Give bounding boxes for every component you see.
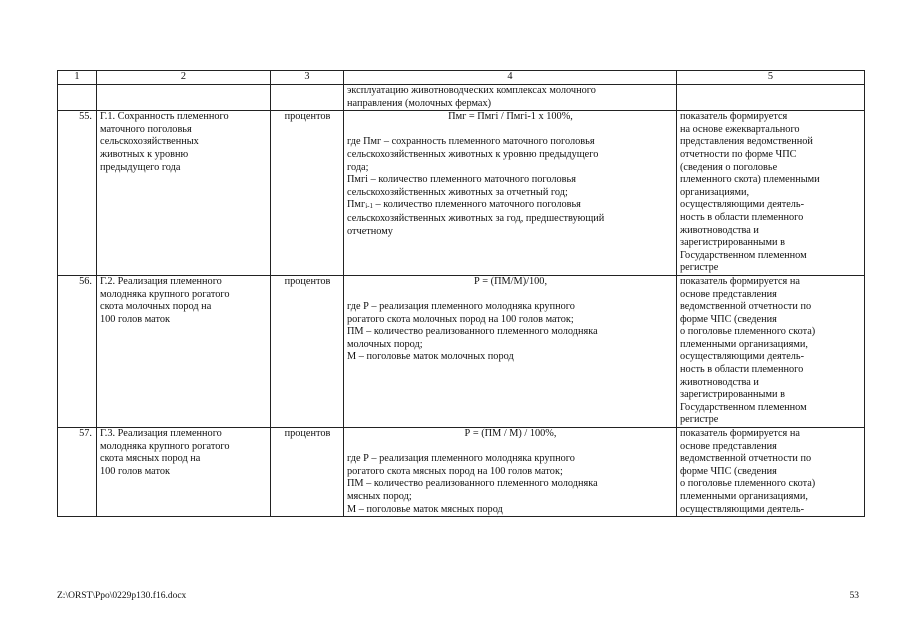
table-row xyxy=(58,428,865,517)
formula-legend-line: года; xyxy=(347,161,369,173)
continuation-cell-2 xyxy=(97,85,271,111)
data-source-line: ведомственной отчетности по xyxy=(680,453,812,465)
data-source-line: осуществляющими деятель- xyxy=(680,199,805,211)
data-source-line: Государственном племенном xyxy=(680,401,807,413)
data-source-line: регистре xyxy=(680,262,719,274)
variable-description: – количество племенного маточного поголовья xyxy=(372,199,581,211)
data-source-line: племенного скота) племенными xyxy=(680,174,820,186)
formula: Р = (ПМ / М) / 100%, xyxy=(464,428,557,440)
data-source xyxy=(677,111,865,276)
formula-legend-line: отчетному xyxy=(347,225,393,237)
unit-of-measure: процентов xyxy=(271,428,344,517)
continuation-line: эксплуатацию животноводческих комплексах молочного xyxy=(347,85,596,96)
indicator-name-line: скота молочных пород на xyxy=(100,301,212,313)
indicator-name-line: животных к уровню xyxy=(100,148,189,160)
continuation-description-cell xyxy=(344,85,677,111)
formula-legend-line: ПМ – количество реализованного племенного молодняка xyxy=(347,326,598,338)
indicator-name-line: 100 голов маток xyxy=(100,465,170,477)
continuation-line: направления (молочных фермах) xyxy=(347,97,492,109)
continuation-row xyxy=(58,85,865,111)
data-source-line: показатель формируется на xyxy=(680,275,800,287)
data-source-line: показатель формируется на xyxy=(680,428,800,440)
indicator-name-line: сельскохозяйственных xyxy=(100,136,199,148)
continuation-cell-1 xyxy=(58,85,97,111)
formula: Р = (ПМ/М)/100, xyxy=(473,275,548,287)
data-source-line: на основе ежеквартального xyxy=(680,123,800,135)
unit-of-measure: процентов xyxy=(271,275,344,427)
indicator-name-line: Г.2. Реализация племенного xyxy=(100,275,222,287)
variable-subscript: i-1 xyxy=(365,202,373,211)
column-number-4: 4 xyxy=(344,71,677,85)
formula-legend-line: мясных пород; xyxy=(347,491,412,502)
formula: Пмг = Пмгi / Пмгi-1 х 100%, xyxy=(448,111,573,123)
data-source-line: племенными организациями, xyxy=(680,338,808,350)
formula-legend-line: сельскохозяйственных животных за год, предшествующий xyxy=(347,212,605,224)
table-row xyxy=(58,111,865,276)
formula-legend-line: где Р – реализация племенного молодняка крупного xyxy=(347,453,575,465)
data-source-line: отчетности по форме ЧПС xyxy=(680,148,797,160)
data-source-line: (сведения о поголовье xyxy=(680,161,778,173)
footer-file-path: Z:\ORST\Ppo\0229p130.f16.docx xyxy=(57,591,187,601)
continuation-cell-3 xyxy=(271,85,344,111)
formula-legend-line: М – поголовье маток мясных пород xyxy=(347,503,503,515)
continuation-cell-5 xyxy=(677,85,865,111)
data-source xyxy=(677,275,865,427)
indicator-name-line: молодняка крупного рогатого xyxy=(100,288,230,300)
data-source-line: регистре xyxy=(680,414,719,426)
data-source-line: форме ЧПС (сведения xyxy=(680,313,777,325)
formula-legend-line: рогатого скота молочных пород на 100 голов маток; xyxy=(347,313,574,325)
formula-legend-line: сельскохозяйственных животных за отчетный год; xyxy=(347,186,568,198)
data-source-line: ность в области племенного xyxy=(680,211,804,223)
indicator-name-line: Г.3. Реализация племенного xyxy=(100,428,222,440)
variable-symbol: Пмг xyxy=(347,199,366,211)
data-source-line: животноводства и xyxy=(680,376,759,388)
column-number-row xyxy=(58,71,865,85)
indicator-name-line: предыдущего года xyxy=(100,161,181,173)
column-number-3: 3 xyxy=(271,71,344,85)
row-number: 56. xyxy=(58,275,97,427)
formula-legend-line: где Р – реализация племенного молодняка крупного xyxy=(347,301,575,313)
data-source-line: основе представления xyxy=(680,288,777,300)
row-number: 57. xyxy=(58,428,97,517)
unit-of-measure: процентов xyxy=(271,111,344,276)
page-number: 53 xyxy=(849,591,859,601)
indicator-name-line: скота мясных пород на xyxy=(100,453,201,465)
calculation-method xyxy=(344,111,677,276)
formula-legend-line: рогатого скота мясных пород на 100 голов маток; xyxy=(347,465,563,477)
data-source-line: форме ЧПС (сведения xyxy=(680,465,777,477)
table-row xyxy=(58,275,865,427)
formula-legend-line: сельскохозяйственных животных к уровню предыдущего xyxy=(347,148,599,160)
formula-legend-line xyxy=(347,199,674,213)
indicator-name xyxy=(97,111,271,276)
formula-legend-line: М – поголовье маток молочных пород xyxy=(347,351,514,363)
indicator-name xyxy=(97,428,271,517)
indicator-name-line: маточного поголовья xyxy=(100,123,192,135)
data-source-line: животноводства и xyxy=(680,224,759,236)
data-source-line: показатель формируется xyxy=(680,111,788,123)
row-number: 55. xyxy=(58,111,97,276)
column-number-1: 1 xyxy=(58,71,97,85)
formula-legend-line: ПМ – количество реализованного племенного молодняка xyxy=(347,478,598,490)
indicator-name-line: 100 голов маток xyxy=(100,313,170,325)
data-source-line: зарегистрированными в xyxy=(680,389,785,401)
data-source-line: ность в области племенного xyxy=(680,364,804,376)
data-source xyxy=(677,428,865,517)
data-source-line: зарегистрированными в xyxy=(680,237,785,249)
data-source-line: осуществляющими деятель- xyxy=(680,503,805,515)
data-source-line: племенными организациями, xyxy=(680,491,808,502)
data-source-line: Государственном племенном xyxy=(680,249,807,261)
data-source-line: ведомственной отчетности по xyxy=(680,301,812,313)
formula-legend-line: Пмгi – количество племенного маточного поголовья xyxy=(347,174,576,186)
indicator-name-line: молодняка крупного рогатого xyxy=(100,440,230,452)
data-source-line: организациями, xyxy=(680,186,750,198)
indicator-name-line: Г.1. Сохранность племенного xyxy=(100,111,229,123)
formula-legend-line: молочных пород; xyxy=(347,338,423,350)
data-source-line: представления ведомственной xyxy=(680,136,813,148)
column-number-5: 5 xyxy=(677,71,865,85)
indicator-name xyxy=(97,275,271,427)
data-source-line: основе представления xyxy=(680,440,777,452)
data-source-line: осуществляющими деятель- xyxy=(680,351,805,363)
column-number-2: 2 xyxy=(97,71,271,85)
indicators-table xyxy=(57,70,865,517)
calculation-method xyxy=(344,428,677,517)
data-source-line: о поголовье племенного скота) xyxy=(680,478,816,490)
data-source-line: о поголовье племенного скота) xyxy=(680,326,816,338)
calculation-method xyxy=(344,275,677,427)
formula-legend-line: где Пмг – сохранность племенного маточного поголовья xyxy=(347,136,595,148)
